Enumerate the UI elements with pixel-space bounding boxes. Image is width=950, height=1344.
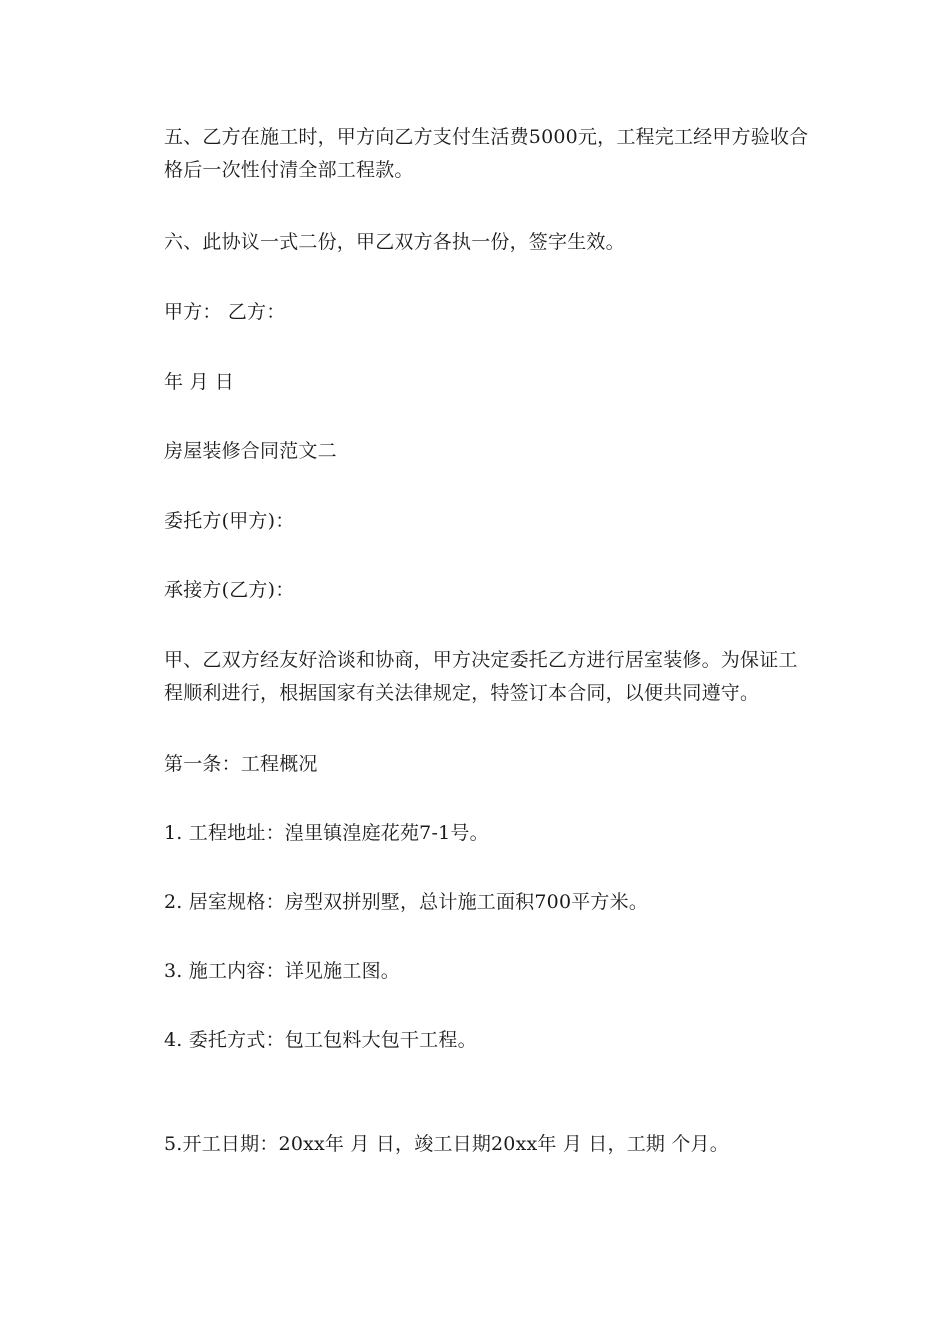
list-item-dates: 5.开工日期：20xx年 月 日，竣工日期20xx年 月 日，工期 个月。 xyxy=(164,1133,729,1155)
list-item-address: 1. 工程地址：湟里镇湟庭花苑7-1号。 xyxy=(164,822,489,844)
signature-date-line: 年 月 日 xyxy=(164,371,235,393)
paragraph-line: 格后一次性付清全部工程款。 xyxy=(164,159,414,181)
party-a-line: 委托方(甲方)： xyxy=(164,510,295,532)
signature-parties-line: 甲方： 乙方： xyxy=(164,301,286,323)
paragraph-line: 甲、乙双方经友好洽谈和协商，甲方决定委托乙方进行居室装修。为保证工 xyxy=(164,649,798,671)
article-one-heading: 第一条：工程概况 xyxy=(164,753,318,775)
paragraph-line: 程顺利进行，根据国家有关法律规定，特签订本合同，以便共同遵守。 xyxy=(164,682,760,704)
section-heading-sample-two: 房屋装修合同范文二 xyxy=(164,440,337,462)
list-item-specification: 2. 居室规格：房型双拼别墅，总计施工面积700平方米。 xyxy=(164,891,649,913)
party-b-line: 承接方(乙方)： xyxy=(164,579,295,601)
paragraph-line: 五、乙方在施工时，甲方向乙方支付生活费5000元，工程完工经甲方验收合 xyxy=(164,126,809,148)
list-item-content: 3. 施工内容：详见施工图。 xyxy=(164,960,400,982)
paragraph-agreement-intro xyxy=(145,644,810,710)
paragraph-copies-clause: 六、此协议一式二份，甲乙双方各执一份，签字生效。 xyxy=(164,231,625,253)
list-item-method: 4. 委托方式：包工包料大包干工程。 xyxy=(164,1029,477,1051)
paragraph-payment-terms xyxy=(145,121,810,187)
